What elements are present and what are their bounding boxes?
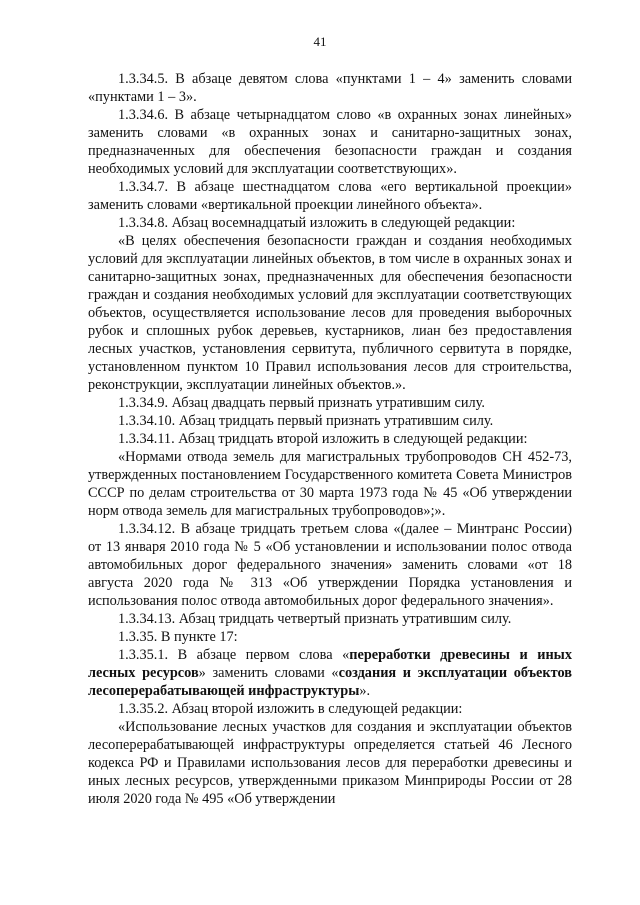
quote-paragraph-18: «В целях обеспечения безопасности граждан и создания необходимых условий для эксплуатации линейных объектов, в том числе в охранных зонах и санитарно-защитных зонах, предназначенных для обеспечения безопасности граждан и создания необходимых условий для эксплуатации соответствующих объектов, осуществляется использование лесов для проведения выборочных рубок и сплошных рубок деревьев, кустарников, лиан без предоставления лесных участков, установления сервитута, публичного сервитута в порядке, установленном пунктом 10 Правил использования лесов для строительства, реконструкции, эксплуатации линейных объектов.».: [88, 233, 572, 393]
quote-paragraph-32: «Нормами отвода земель для магистральных трубопроводов СН 452-73, утвержденных постановлением Государственного комитета Совета Министров СССР по делам строительства от 30 марта 1973 года № 45 «Об утверждении норм отвода земель для магистральных трубопроводов»;».: [88, 449, 572, 519]
p1351-text-2: » заменить словами «: [198, 665, 339, 681]
paragraph-1-3-34-6: 1.3.34.6. В абзаце четырнадцатом слово «в охранных зонах линейных» заменить словами «в охранных зонах и санитарно-защитных зонах, предназначенных для обеспечения безопасности граждан и создания необходимых условий для эксплуатации соответствующих».: [88, 107, 572, 177]
paragraph-1-3-35-2: 1.3.35.2. Абзац второй изложить в следующей редакции:: [118, 701, 463, 717]
paragraph-1-3-34-9: 1.3.34.9. Абзац двадцать первый признать утратившим силу.: [118, 395, 485, 411]
page-number: 41: [313, 34, 327, 49]
paragraph-1-3-34-10: 1.3.34.10. Абзац тридцать первый признать утратившим силу.: [118, 413, 494, 429]
p1351-bold-1: переработки древесины и иных лесных ресурсов: [88, 647, 572, 681]
p1351-text-3: ».: [359, 683, 371, 699]
paragraph-1-3-34-7: 1.3.34.7. В абзаце шестнадцатом слова «его вертикальной проекции» заменить словами «вертикальной проекции линейного объекта».: [88, 179, 572, 213]
paragraph-1-3-34-12: 1.3.34.12. В абзаце тридцать третьем слова «(далее – Минтранс России) от 13 января 2010 года № 5 «Об установлении и использовании полос отвода автомобильных дорог федерального значения» заменить словами «от 18 августа 2020 года № 313 «Об утверждении Порядка установления и использования полос отвода автомобильных дорог федерального значения».: [88, 521, 572, 609]
paragraph-1-3-35: 1.3.35. В пункте 17:: [118, 629, 238, 645]
p1351-bold-2: создания и эксплуатации объектов лесоперерабатывающей инфраструктуры: [88, 665, 572, 699]
quote-paragraph-2: «Использование лесных участков для создания и эксплуатации объектов лесоперерабатывающей инфраструктуры определяется статьей 46 Лесного кодекса РФ и Правилами использования лесов для переработки древесины и иных лесных ресурсов, утвержденными приказом Минприроды России от 28 июля 2020 года № 495 «Об утверждении: [88, 719, 572, 807]
document-body: [88, 70, 572, 808]
p1351-text-1: 1.3.35.1. В абзаце первом слова «: [118, 647, 350, 663]
paragraph-1-3-34-11: 1.3.34.11. Абзац тридцать второй изложить в следующей редакции:: [118, 431, 528, 447]
paragraph-1-3-34-5: 1.3.34.5. В абзаце девятом слова «пунктами 1 – 4» заменить словами «пунктами 1 – 3».: [88, 71, 572, 105]
paragraph-1-3-34-13: 1.3.34.13. Абзац тридцать четвертый признать утратившим силу.: [118, 611, 512, 627]
paragraph-1-3-35-1: [88, 646, 572, 700]
paragraph-1-3-34-8: 1.3.34.8. Абзац восемнадцатый изложить в следующей редакции:: [118, 215, 516, 231]
